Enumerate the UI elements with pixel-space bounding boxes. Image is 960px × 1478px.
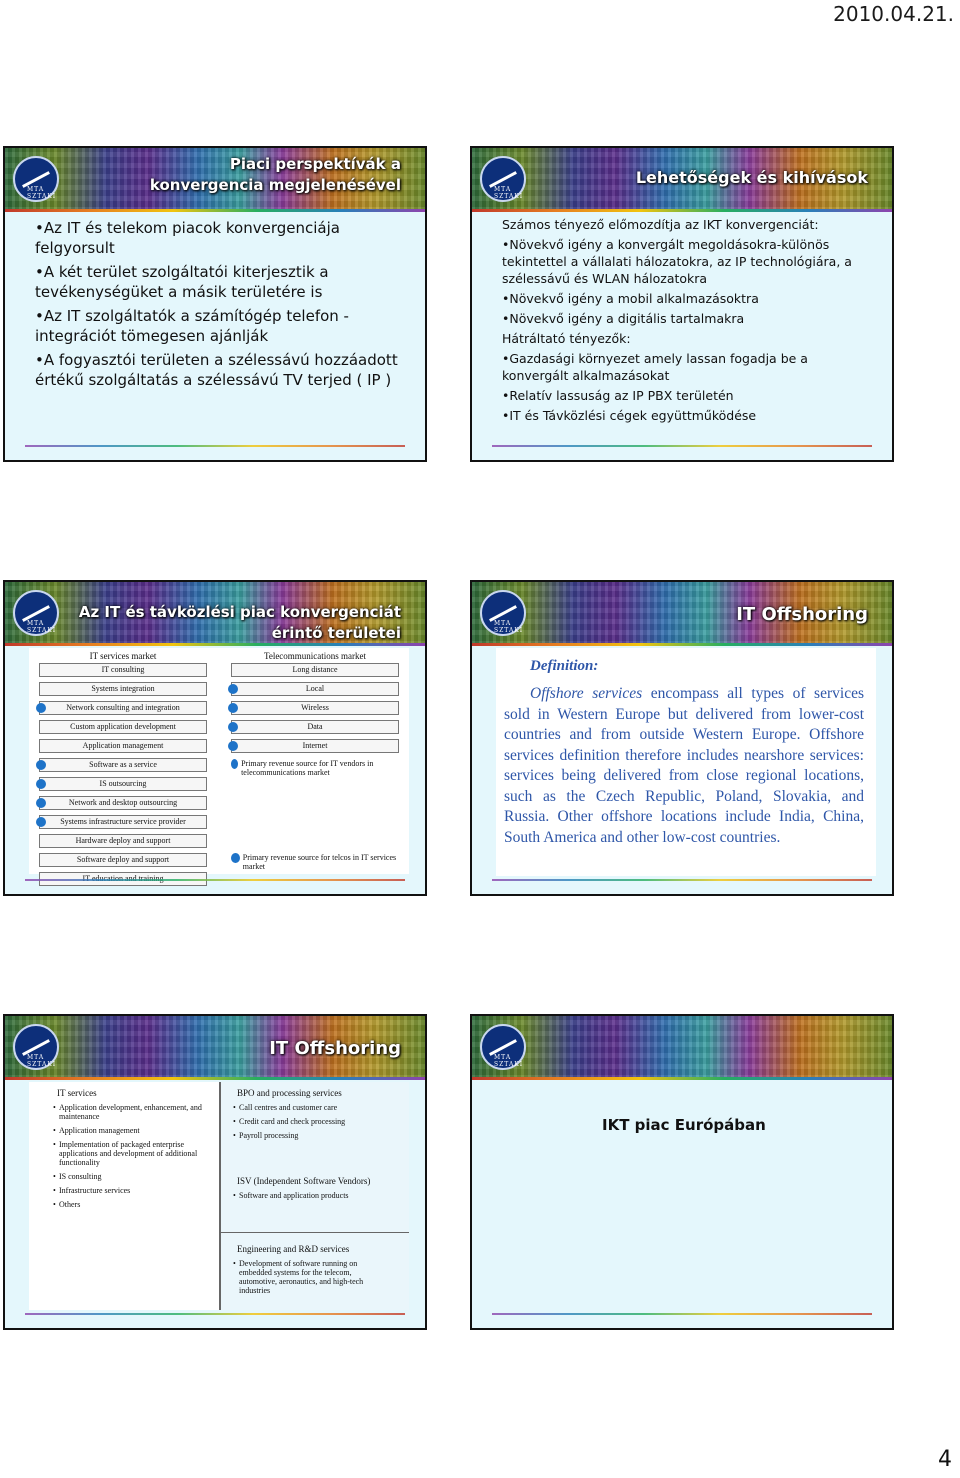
legend-note: Primary revenue source for IT vendors in telecommunications market bbox=[231, 759, 399, 777]
market-diagram bbox=[29, 648, 409, 874]
slide-3 bbox=[3, 580, 427, 896]
blue-dot-icon bbox=[228, 741, 238, 751]
it-services-list bbox=[29, 1103, 219, 1209]
blue-dot-icon bbox=[228, 722, 238, 732]
slide-5 bbox=[3, 1014, 427, 1330]
list-item: • Infrastructure services bbox=[59, 1186, 209, 1195]
slide-banner bbox=[472, 582, 892, 646]
list-item: • Software and application products bbox=[239, 1191, 389, 1200]
slide-body bbox=[502, 216, 874, 427]
cell-header: BPO and processing services bbox=[237, 1088, 342, 1098]
market-box: Internet bbox=[231, 739, 399, 753]
blue-dot-icon bbox=[36, 779, 46, 789]
divider bbox=[25, 879, 405, 881]
engineering-block bbox=[221, 1238, 409, 1300]
slide-4 bbox=[470, 580, 894, 896]
list-item: • Payroll processing bbox=[239, 1131, 389, 1140]
blue-dot-icon bbox=[228, 684, 238, 694]
market-box: Network and desktop outsourcing bbox=[39, 796, 207, 810]
list-item: • IS consulting bbox=[59, 1172, 209, 1181]
bpo-list bbox=[221, 1103, 409, 1140]
divider bbox=[492, 879, 872, 881]
slide-2 bbox=[470, 146, 894, 462]
market-box: Local bbox=[231, 682, 399, 696]
text-line: Számos tényező előmozdítja az IKT konvergenciát: bbox=[502, 217, 819, 232]
slide-6 bbox=[470, 1014, 894, 1330]
page-number: 4 bbox=[938, 1447, 952, 1472]
market-box: Network consulting and integration bbox=[39, 701, 207, 715]
blue-dot-icon bbox=[36, 760, 46, 770]
blue-dot-icon bbox=[36, 703, 46, 713]
market-box: Systems infrastructure service provider bbox=[39, 815, 207, 829]
slide-banner bbox=[472, 148, 892, 212]
list-item: • Application management bbox=[59, 1126, 209, 1135]
divider bbox=[492, 445, 872, 447]
telecom-column bbox=[231, 651, 399, 777]
divider bbox=[492, 1313, 872, 1315]
isv-block bbox=[221, 1170, 409, 1205]
divider bbox=[25, 445, 405, 447]
column-header: IT services market bbox=[89, 651, 157, 661]
it-services-column bbox=[39, 651, 207, 891]
it-services-cell bbox=[29, 1082, 219, 1310]
market-box: Custom application development bbox=[39, 720, 207, 734]
sztaki-logo: MTA SZTAKI bbox=[13, 1024, 59, 1070]
cell-header: ISV (Independent Software Vendors) bbox=[237, 1176, 371, 1186]
sztaki-logo: MTA SZTAKI bbox=[13, 156, 59, 202]
sztaki-logo: MTA SZTAKI bbox=[480, 156, 526, 202]
divider bbox=[25, 1313, 405, 1315]
market-box: Software as a service bbox=[39, 758, 207, 772]
bullet: •Növekvő igény a konvergált megoldásokra-különös tekintettel a vállalati hálozatokra, az IP technológiára, a szélessávű és WLAN hálozatokra bbox=[502, 237, 852, 286]
bullet: •Növekvő igény a digitális tartalmakra bbox=[502, 311, 745, 326]
sztaki-logo: MTA SZTAKI bbox=[480, 1024, 526, 1070]
market-box: Data bbox=[231, 720, 399, 734]
market-box: IT consulting bbox=[39, 663, 207, 677]
blue-dot-icon bbox=[228, 703, 238, 713]
right-cell bbox=[221, 1082, 409, 1310]
bullet: •Az IT és telekom piacok konvergenciája felgyorsult bbox=[35, 219, 340, 257]
bullet: •IT és Távközlési cégek együttműködése bbox=[502, 408, 757, 423]
bullet: •A fogyasztói területen a szélessávú hozzáadott értékű szolgáltatás a szélessávú TV terjed ( IP ) bbox=[35, 351, 398, 389]
market-box: Software deploy and support bbox=[39, 853, 207, 867]
slide-1 bbox=[3, 146, 427, 462]
blue-dot-icon bbox=[231, 759, 238, 769]
list-item: • Development of software running on embedded systems for the telecom, automotive, aeronautics, and high-tech industries bbox=[239, 1259, 389, 1295]
slide-banner bbox=[5, 582, 425, 646]
market-box: Systems integration bbox=[39, 682, 207, 696]
slide-body bbox=[35, 218, 405, 394]
definition-title: Definition: bbox=[530, 658, 599, 674]
sztaki-logo: MTA SZTAKI bbox=[13, 590, 59, 636]
sztaki-logo: MTA SZTAKI bbox=[480, 590, 526, 636]
bullet: •Relatív lassuság az IP PBX területén bbox=[502, 388, 734, 403]
cell-header: Engineering and R&D services bbox=[237, 1244, 350, 1254]
list-item: • Credit card and check processing bbox=[239, 1117, 389, 1126]
text-line: Hátráltató tényezők: bbox=[502, 331, 631, 346]
market-box: Long distance bbox=[231, 663, 399, 677]
blue-dot-icon bbox=[36, 817, 46, 827]
slide-title: Az IT és távközlési piac konvergenciát érintő területei bbox=[78, 603, 401, 642]
slide-banner bbox=[5, 1016, 425, 1080]
cell-header: IT services bbox=[57, 1088, 97, 1098]
list-item: • Call centres and customer care bbox=[239, 1103, 389, 1112]
bullet: •Növekvő igény a mobil alkalmazásoktra bbox=[502, 291, 759, 306]
market-box: Hardware deploy and support bbox=[39, 834, 207, 848]
engineering-list bbox=[221, 1259, 409, 1295]
print-date: 2010.04.21. bbox=[833, 2, 954, 26]
bullet: •A két terület szolgáltatói kiterjesztik a tevékenységüket a másik területére is bbox=[35, 263, 329, 301]
slide-banner bbox=[472, 1016, 892, 1080]
bullet: •Az IT szolgáltatók a számítógép telefon - integrációt tömegesen ajánlják bbox=[35, 307, 349, 345]
blue-dot-icon bbox=[231, 853, 240, 863]
slide-text: IKT piac Európában bbox=[602, 1116, 766, 1134]
market-box: Wireless bbox=[231, 701, 399, 715]
market-box: IS outsourcing bbox=[39, 777, 207, 791]
list-item: • Application development, enhancement, and maintenance bbox=[59, 1103, 209, 1121]
slide-title: Piaci perspektívák a konvergencia megjelenésével bbox=[149, 155, 401, 194]
slide-title: IT Offshoring bbox=[736, 604, 868, 625]
list-item: • Implementation of packaged enterprise applications and development of additional functionality bbox=[59, 1140, 209, 1167]
column-header: Telecommunications market bbox=[263, 651, 367, 661]
market-box: Application management bbox=[39, 739, 207, 753]
legend-note: Primary revenue source for telcos in IT services market bbox=[231, 853, 399, 871]
divider bbox=[221, 1232, 409, 1233]
offshoring-table bbox=[29, 1082, 409, 1310]
blue-dot-icon bbox=[36, 798, 46, 808]
slide-banner bbox=[5, 148, 425, 212]
slide-title: IT Offshoring bbox=[269, 1038, 401, 1059]
isv-list bbox=[221, 1191, 409, 1200]
bullet: •Gazdasági környezet amely lassan fogadja be a konvergált alkalmazásokat bbox=[502, 351, 808, 383]
list-item: • Others bbox=[59, 1200, 209, 1209]
definition-box bbox=[496, 648, 876, 876]
definition-text: Offshore services encompass all types of services sold in Western Europe but delivered from lower-cost countries and from outside Western Europe. Offshore services definition therefore includes nearshore services: services being delivered from close regional locations, such as the Czech Republic, Poland, Slovakia, and Russia. Other offshore locations include India, China, South America and other low-cost countries. bbox=[504, 685, 864, 846]
slide-title: Lehetőségek és kihívások bbox=[635, 168, 868, 187]
